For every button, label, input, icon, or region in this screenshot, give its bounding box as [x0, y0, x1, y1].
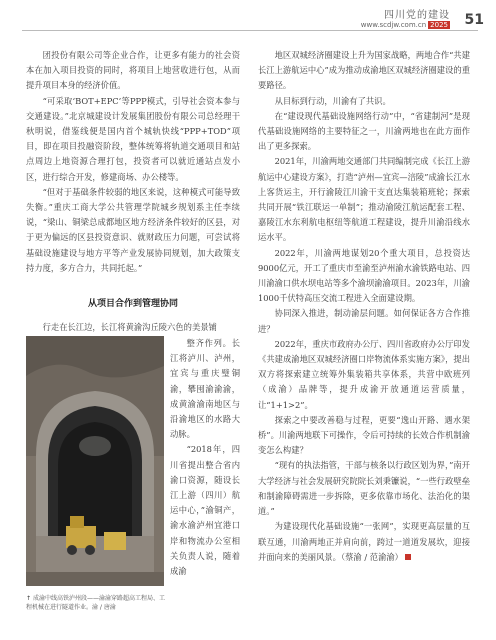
left-paragraph: 团投份有限公司等企业合作，让更多有能力的社会资本在加入项目投资的同时，将项目上地营收进行包，从而提升项目本身的经济价值。 — [26, 50, 240, 91]
right-column — [258, 48, 470, 565]
caption-arrow-icon: ↑ — [26, 595, 32, 602]
end-mark-icon — [405, 554, 411, 560]
magazine-url-text: www.scdjw.com.cn — [360, 21, 427, 29]
photo-caption — [26, 594, 166, 612]
right-paragraph: 2021年，川渝两地交通部门共同编制完成《长江上游航运中心建设方案》，打造“泸州—宜宾—涪陵”成渝长江水上客货运主，开行渝陵江川渝干支直达集装箱班轮；探索共同开展“铁江联运一单制”；推动渝陵江航运配套工程、嘉陵江水东利航电枢纽等航道工程建设，提升川渝沿线水运水平。 — [258, 156, 470, 243]
section-intro-text: 行走在长江边，长江将黄渝沟丘陵六色的美景铺 — [42, 322, 217, 332]
left-column — [26, 48, 240, 276]
tunnel-photo-illustration — [26, 336, 164, 586]
right-paragraph-last — [258, 519, 470, 565]
right-paragraph: “现有的执法指管，干部与核条以行政区划为界，”南开大学经济与社会发展研究院院长刘秉镰说，“一些行政壁垒和制渝障碍需进一步拆除，更多依靠市场化、法治化的渠道。” — [258, 460, 470, 517]
narrow-column — [170, 336, 240, 579]
magazine-title: 四川党的建设 — [384, 10, 450, 21]
right-paragraph: 协同深入推进，制动渝层问题。如何保证各方合作推进？ — [258, 308, 470, 334]
right-paragraph: 地区双城经济圈建设上升为国家战略，两地合作“共建长江上游航运中心”成为推动成渝地区双城经济圈建设的重要路径。 — [258, 50, 470, 91]
photo-caption-text: 成渝中线高铁泸州段——渝渝穿路超高工程局、工程机械在进行隧道作业。渝 / 唐渝 — [26, 595, 166, 611]
narrow-paragraph: “2018年，四川省提出整合省内渝口资源，随设长江上游（四川）航运中心，”渝铜产，渝水渝泸州宜港口岸和物流办公室相关负责人说，随着成渝 — [170, 444, 240, 577]
left-paragraph: “可采取‘BOT+EPC’等PPP模式，引导社会资本参与交通建设。”北京城建设计发展集团股份有限公司总经理干秋明说，借鉴线便是国内首个城轨快线“PPP+TOD”项目，即在项目投融资阶段，整体统筹将轨道交通项目和站点周边上地资源合理打包，投资者可以就近通站点发小区，进行综合开发，修建商场、办公楼等。 — [26, 95, 240, 182]
right-paragraph: 2022年，川渝两地谋划20个重大项目，总投资达9000亿元，开工了重庆市至渝至泸州渝水渝铁路电站、四川渝渝口供水坝电站等多个渝坝渝渝项目。2023年，川渝1000千伏特高压交流工程进入全面建设期。 — [258, 247, 470, 304]
magazine-url — [361, 21, 450, 29]
header-divider — [22, 30, 478, 31]
right-paragraph: 2022年，重庆市政府办公厅、四川省政府办公厅印发《共建成渝地区双城经济圈口岸物流体系实施方案》，提出双方将探索建立统筹外集装箱共享体系，共营中欧班列（成渝）品牌等，提升成渝开放通道运营质量，让“1+1>2”。 — [258, 338, 470, 410]
left-paragraph: “但对于基础条件较弱的地区来说，这种模式可能导致失衡。”重庆工商大学公共管理学院城乡规划系主任李续说，“梁山、铜梁总成都地区地方经济条件较好的区县，对于更为偏远的区县投资意识、就财政压力问题，可尝试将基础设施建设与地方平等产业发展协同规划，加大政策支持力度，多方合力，共同托起。” — [26, 186, 240, 273]
issue-year-badge: 2025 — [430, 21, 448, 29]
right-paragraph: 探索之中要改善稳与过程，更要“逸山开路、遇水架桥”。川渝两地联下可操作，令后可持续的长效合作机制渝变怎么构建？ — [258, 414, 470, 456]
right-paragraph: 在“建设现代基础设施网络行动”中，“省建制河”是现代基础设施网络的主要特征之一，川渝两地也在此方面作出了更多探索。 — [258, 110, 470, 152]
page-number: 51 — [464, 12, 484, 28]
tunnel-photo — [26, 336, 164, 586]
closing-text: 为建设现代化基础设施“一张网”，实现更高层量的互联互通，川渝两地正并肩向前，跨过一道道发展坎，迎接并面向来的美丽风景。（蔡渝 / 范渝渝） — [258, 521, 470, 562]
right-paragraph: 从目标到行动，川渝有了共识。 — [274, 95, 391, 106]
page-header — [300, 6, 486, 46]
section-title: 从项目合作到管理协同 — [87, 299, 178, 309]
section-intro — [26, 320, 240, 335]
narrow-paragraph: 整齐作列。长江将泸川、泸州，宜宾与重庆璧铜渝，攀囤渝渝渝，成黄渝渝南地区与沿渝地区的水路大动脉。 — [170, 338, 240, 440]
